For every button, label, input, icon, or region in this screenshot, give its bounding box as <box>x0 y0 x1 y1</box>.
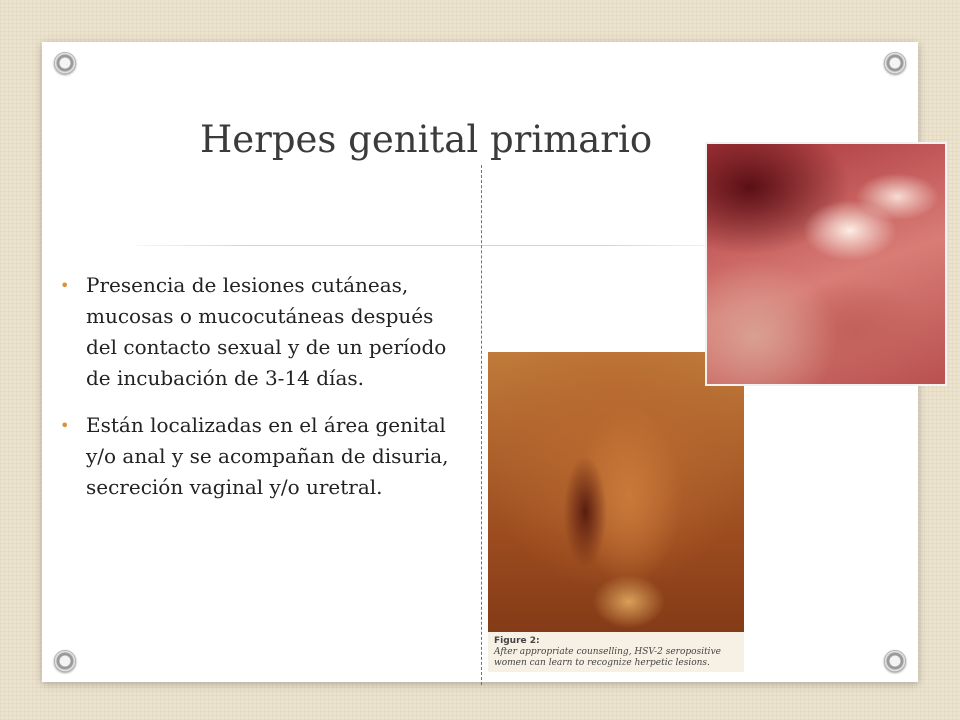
slide-title: Herpes genital primario <box>200 118 653 161</box>
bullet-item <box>60 410 455 503</box>
title-divider <box>135 245 715 246</box>
bracket-bottom-right-icon <box>884 650 906 672</box>
bullet-text: Están localizadas en el área genital y/o anal y se acompañan de disuria, secreción vaginal y/o uretral. <box>86 413 449 499</box>
column-guide <box>481 165 482 685</box>
bracket-top-right-icon <box>884 52 906 74</box>
bullet-icon: • <box>60 276 70 295</box>
bracket-bottom-left-icon <box>54 650 76 672</box>
clinical-photo-genital <box>488 352 744 672</box>
bullet-icon: • <box>60 416 70 435</box>
bullet-list <box>60 270 455 519</box>
figure-caption <box>488 632 744 672</box>
figure-caption-label: Figure 2: <box>494 636 540 646</box>
figure-caption-text: After appropriate counselling, HSV-2 seropositive women can learn to recognize herpetic lesions. <box>494 647 721 668</box>
bracket-top-left-icon <box>54 52 76 74</box>
clinical-photo-mucosa <box>705 142 947 386</box>
bullet-item <box>60 270 455 394</box>
bullet-text: Presencia de lesiones cutáneas, mucosas o mucocutáneas después del contacto sexual y de un período de incubación de 3-14 días. <box>86 273 447 390</box>
